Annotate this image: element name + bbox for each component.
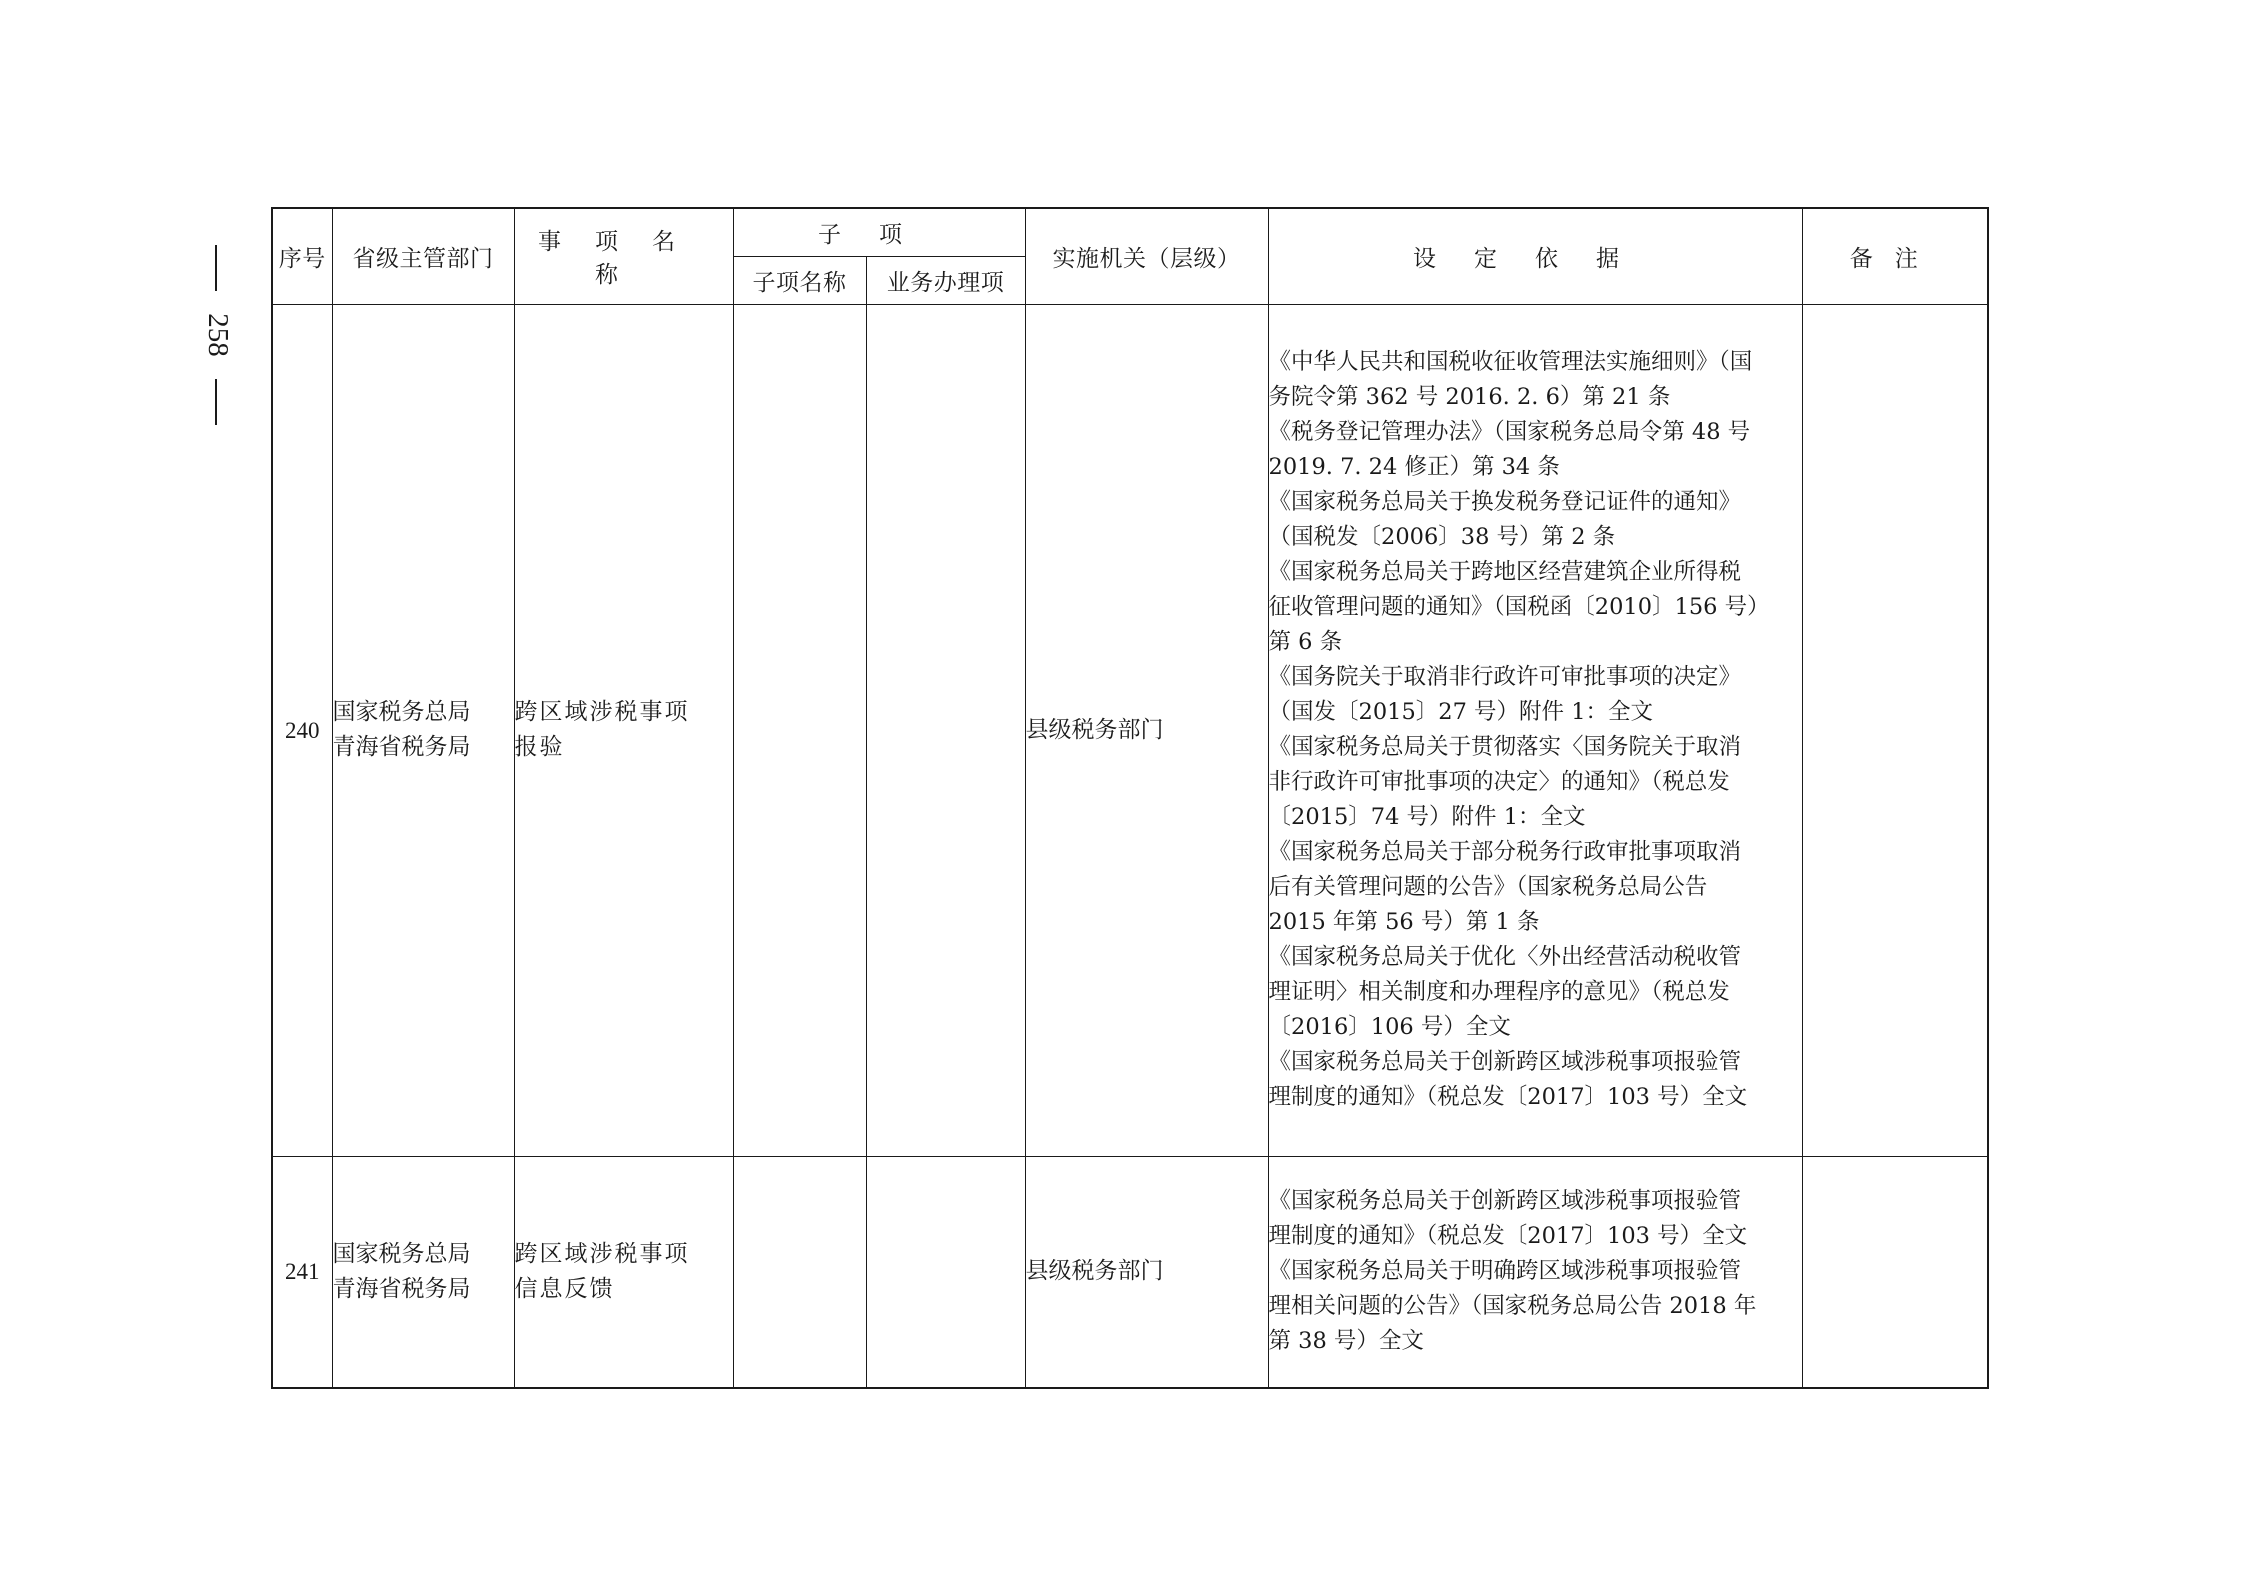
row-remarks xyxy=(1802,304,1988,1156)
basis-line: 《国家税务总局关于创新跨区域涉税事项报验管 xyxy=(1268,1049,1742,1075)
basis-line: 《国家税务总局关于贯彻落实〈国务院关于取消 xyxy=(1268,734,1742,760)
row-seq: 240 xyxy=(272,304,332,1156)
row-name-line: 跨区域涉税事项 xyxy=(514,1240,690,1267)
row-dept xyxy=(332,1156,514,1388)
row-dept-line: 国家税务总局 xyxy=(332,699,471,725)
basis-line: 《中华人民共和国税收征收管理法实施细则》（国 xyxy=(1268,349,1753,375)
basis-line: 第 6 条 xyxy=(1268,629,1343,655)
row-agency: 县级税务部门 xyxy=(1025,304,1268,1156)
matter-table xyxy=(271,207,1989,1389)
table-row xyxy=(272,304,1988,1156)
row-sub-name xyxy=(733,304,866,1156)
row-dept-line: 国家税务总局 xyxy=(332,1240,471,1267)
basis-line: 《国家税务总局关于换发税务登记证件的通知》 xyxy=(1268,489,1742,515)
basis-line: 《国家税务总局关于优化〈外出经营活动税收管 xyxy=(1268,944,1742,970)
row-name-line: 跨区域涉税事项 xyxy=(514,699,690,725)
basis-line: 理制度的通知》（税总发〔2017〕103 号）全文 xyxy=(1268,1084,1748,1110)
header-name: 事项名称 xyxy=(514,208,733,304)
basis-line: 理证明〉相关制度和办理程序的意见》（税总发 xyxy=(1268,979,1730,1005)
row-remarks xyxy=(1802,1156,1988,1388)
basis-line: 《国务院关于取消非行政许可审批事项的决定》 xyxy=(1268,664,1742,690)
row-dept-line: 青海省税务局 xyxy=(332,734,471,760)
header-sub-group: 子项 xyxy=(733,208,1025,256)
header-basis: 设定依据 xyxy=(1268,208,1802,304)
row-name-line: 报验 xyxy=(514,734,565,760)
header-dept: 省级主管部门 xyxy=(332,208,514,304)
row-sub-name xyxy=(733,1156,866,1388)
basis-line: 后有关管理问题的公告》（国家税务总局公告 xyxy=(1268,874,1708,900)
row-agency: 县级税务部门 xyxy=(1025,1156,1268,1388)
row-basis xyxy=(1268,1156,1802,1388)
row-name xyxy=(514,304,733,1156)
basis-line: 2015 年第 56 号）第 1 条 xyxy=(1268,909,1540,935)
table-row xyxy=(272,1156,1988,1388)
page-number-dash-top xyxy=(215,245,217,291)
basis-line: 《国家税务总局关于创新跨区域涉税事项报验管 xyxy=(1268,1188,1742,1215)
row-name-line: 信息反馈 xyxy=(514,1275,615,1302)
page-number xyxy=(196,245,236,425)
header-remarks: 备注 xyxy=(1802,208,1988,304)
page-number-text: 258 xyxy=(202,313,234,357)
row-dept xyxy=(332,304,514,1156)
basis-line: （国发〔2015〕27 号）附件 1：全文 xyxy=(1268,699,1654,725)
basis-line: 非行政许可审批事项的决定〉的通知》（税总发 xyxy=(1268,769,1730,795)
basis-line: 《税务登记管理办法》（国家税务总局令第 48 号 xyxy=(1268,419,1751,445)
row-basis xyxy=(1268,304,1802,1156)
basis-line: 务院令第 362 号 2016. 2. 6）第 21 条 xyxy=(1268,384,1671,410)
header-seq: 序号 xyxy=(272,208,332,304)
basis-line: 《国家税务总局关于跨地区经营建筑企业所得税 xyxy=(1268,559,1742,585)
basis-line: （国税发〔2006〕38 号）第 2 条 xyxy=(1268,524,1616,550)
header-sub-business: 业务办理项 xyxy=(866,256,1025,304)
row-dept-line: 青海省税务局 xyxy=(332,1275,471,1302)
header-sub-name: 子项名称 xyxy=(733,256,866,304)
basis-line: 2019. 7. 24 修正）第 34 条 xyxy=(1268,454,1560,480)
basis-line: 征收管理问题的通知》（国税函〔2010〕156 号） xyxy=(1268,594,1770,620)
row-seq: 241 xyxy=(272,1156,332,1388)
basis-line: 《国家税务总局关于部分税务行政审批事项取消 xyxy=(1268,839,1742,865)
row-sub-business xyxy=(866,1156,1025,1388)
basis-line: 〔2016〕106 号）全文 xyxy=(1268,1014,1511,1040)
basis-line: 《国家税务总局关于明确跨区域涉税事项报验管 xyxy=(1268,1258,1742,1285)
basis-line: 理制度的通知》（税总发〔2017〕103 号）全文 xyxy=(1268,1223,1748,1250)
page-number-dash-bottom xyxy=(215,379,217,425)
row-name xyxy=(514,1156,733,1388)
basis-line: 〔2015〕74 号）附件 1：全文 xyxy=(1268,804,1586,830)
row-sub-business xyxy=(866,304,1025,1156)
basis-line: 第 38 号）全文 xyxy=(1268,1328,1424,1355)
basis-line: 理相关问题的公告》（国家税务总局公告 2018 年 xyxy=(1268,1293,1757,1320)
header-agency: 实施机关（层级） xyxy=(1025,208,1268,304)
